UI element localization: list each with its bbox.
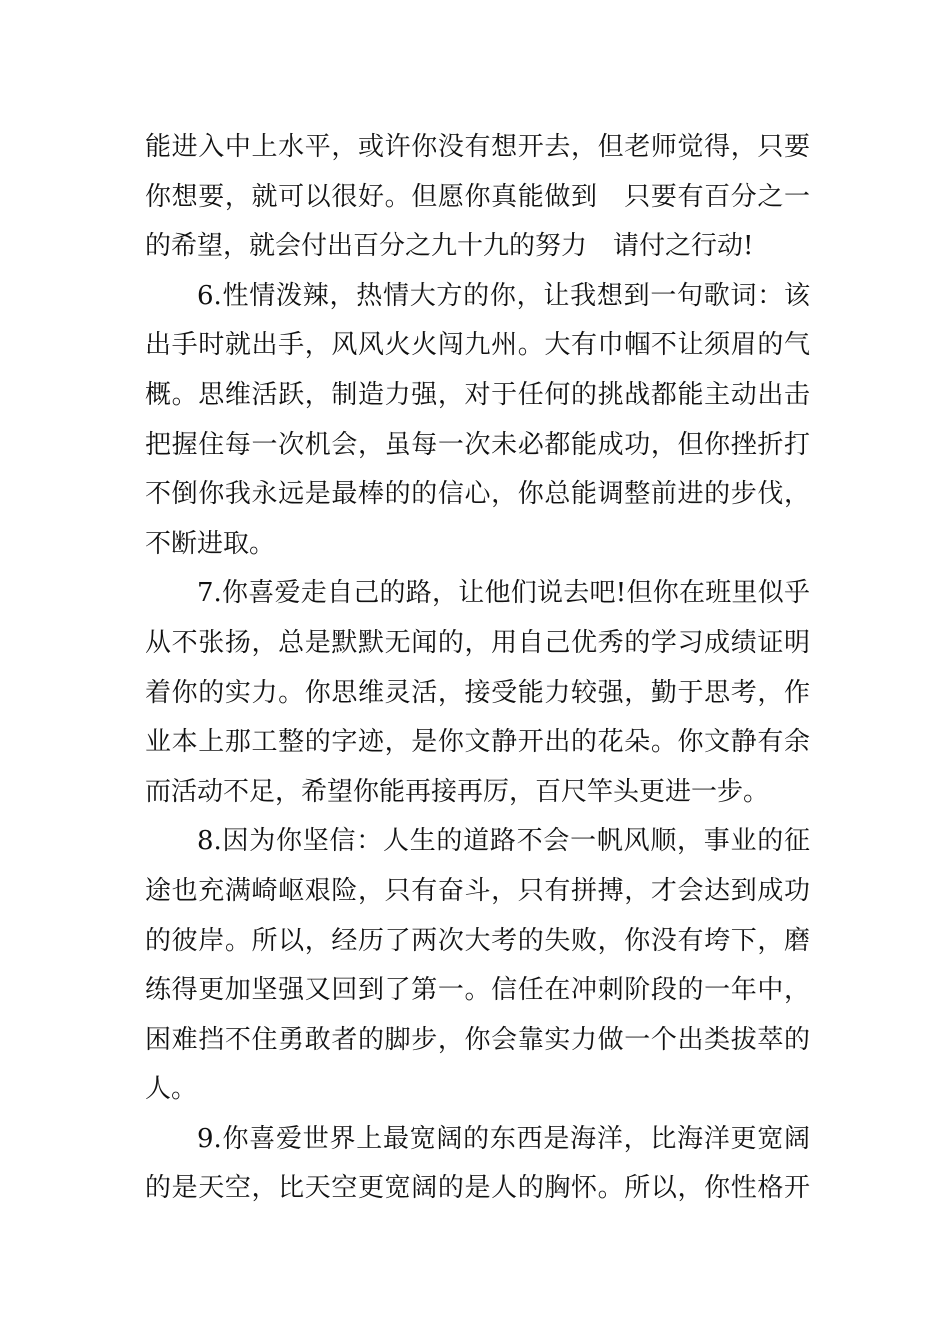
text-line: 9.你喜爱世界上最宽阔的东西是海洋，比海洋更宽阔 — [197, 1123, 810, 1154]
document-body — [145, 123, 810, 1214]
text-line: 练得更加坚强又回到了第一。信任在冲刺阶段的一年中， — [145, 975, 810, 1006]
text-line: 困难挡不住勇敢者的脚步，你会靠实力做一个出类拔萃的 — [145, 1024, 810, 1055]
text-line: 从不张扬，总是默默无闻的，用自己优秀的学习成绩证明 — [145, 627, 810, 658]
text-line: 不倒你我永远是最棒的的信心，你总能调整前进的步伐， — [145, 479, 810, 510]
text-line: 6.性情泼辣，热情大方的你，让我想到一句歌词：该 — [197, 280, 810, 311]
text-line: 的是天空，比天空更宽阔的是人的胸怀。所以，你性格开 — [145, 1173, 810, 1204]
text-line: 7.你喜爱走自己的路，让他们说去吧!但你在班里似乎 — [197, 578, 810, 609]
text-line: 而活动不足，希望你能再接再厉，百尺竿头更进一步。 — [145, 776, 770, 807]
text-line: 能进入中上水平，或许你没有想开去，但老师觉得，只要 — [145, 132, 810, 162]
text-line: 着你的实力。你思维灵活，接受能力较强，勤于思考，作 — [145, 677, 810, 708]
text-line: 不断进取。 — [145, 528, 276, 559]
text-line: 的彼岸。所以，经历了两次大考的失败，你没有垮下，磨 — [145, 925, 810, 956]
text-line: 你想要，就可以很好。但愿你真能做到 只要有百分之一 — [145, 181, 810, 212]
text-line: 业本上那工整的字迹，是你文静开出的花朵。你文静有余 — [145, 727, 810, 758]
text-line: 人。 — [145, 1074, 198, 1105]
text-line: 的希望，就会付出百分之九十九的努力 请付之行动! — [145, 231, 754, 262]
text-line: 概。思维活跃，制造力强，对于任何的挑战都能主动出击 — [145, 379, 810, 410]
text-line: 把握住每一次机会，虽每一次未必都能成功，但你挫折打 — [145, 429, 810, 460]
text-line: 8.因为你坚信：人生的道路不会一帆风顺，事业的征 — [197, 826, 810, 857]
text-line: 途也充满崎岖艰险，只有奋斗，只有拼搏，才会达到成功 — [145, 875, 810, 906]
text-line: 出手时就出手，风风火火闯九州。大有巾帼不让须眉的气 — [145, 330, 810, 361]
